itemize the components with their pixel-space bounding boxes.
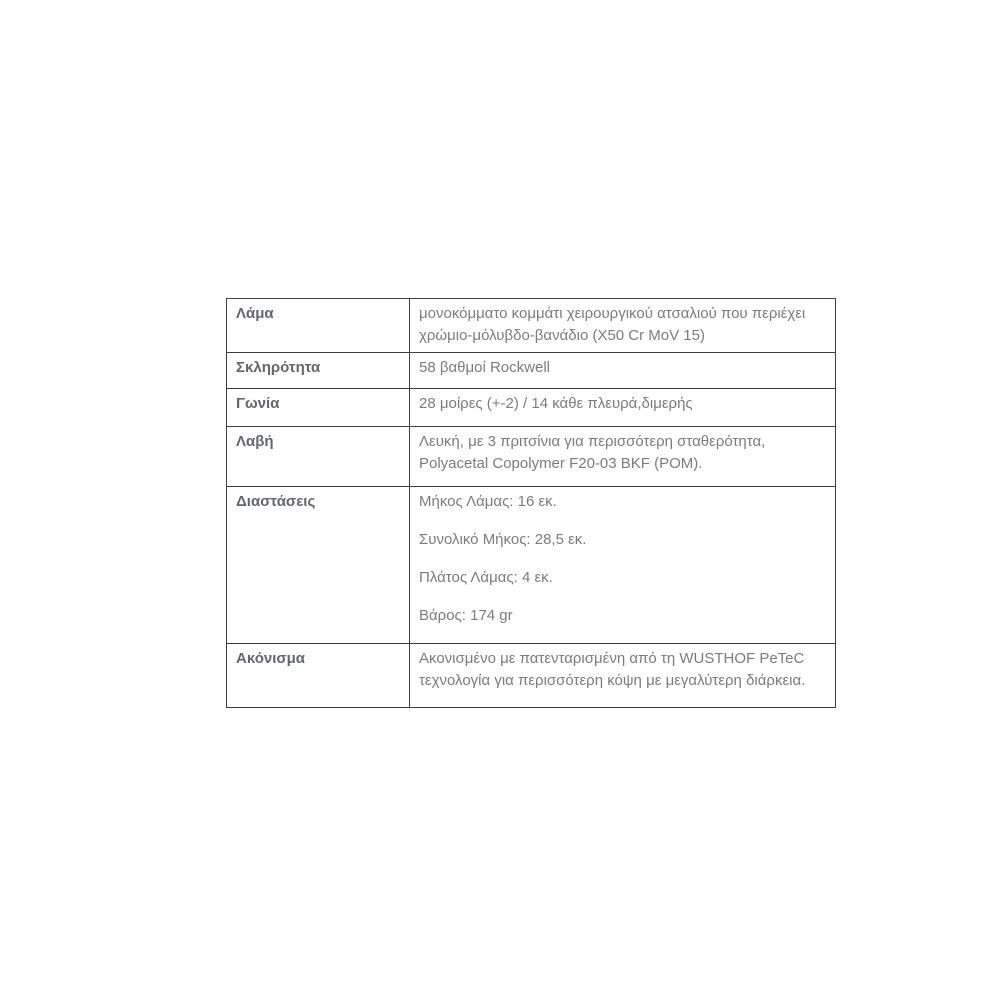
spec-label: Διαστάσεις [227, 487, 410, 644]
spec-value-line: τεχνολογία για περισσότερη κόψη με μεγαλύτερη διάρκεια. [419, 672, 806, 689]
spec-value-line: 58 βαθμοί Rockwell [419, 359, 550, 376]
spec-value-line: Ακονισμένο με πατενταρισμένη από τη WUSTHOF PeTeC [419, 650, 805, 667]
spec-row-hardness [227, 353, 836, 389]
product-specifications-table [226, 298, 836, 708]
spec-row-dimensions [227, 487, 836, 644]
spec-label: Λαβή [227, 427, 410, 487]
spec-value [410, 353, 836, 389]
spec-value-line: Συνολικό Μήκος: 28,5 εκ. [419, 531, 587, 548]
spec-value [410, 487, 836, 644]
spec-value [410, 389, 836, 427]
spec-label: Γωνία [227, 389, 410, 427]
spec-value [410, 427, 836, 487]
spec-row-blade [227, 299, 836, 353]
spec-value-line: Λευκή, με 3 πριτσίνια για περισσότερη σταθερότητα, [419, 433, 766, 450]
spec-value [410, 299, 836, 353]
spec-label: Σκληρότητα [227, 353, 410, 389]
spec-value [410, 644, 836, 708]
spec-row-sharpening [227, 644, 836, 708]
spec-value-line: Πλάτος Λάμας: 4 εκ. [419, 569, 553, 586]
spec-value-line: Polyacetal Copolymer F20-03 BKF (POM). [419, 455, 703, 472]
spec-value-line: μονοκόμματο κομμάτι χειρουργικού ατσαλιού που περιέχει [419, 305, 806, 322]
spec-value-line: Μήκος Λάμας: 16 εκ. [419, 493, 557, 510]
spec-row-handle [227, 427, 836, 487]
spec-value-line: 28 μοίρες (+-2) / 14 κάθε πλευρά,διμερής [419, 395, 693, 412]
spec-table [226, 298, 836, 708]
spec-label: Λάμα [227, 299, 410, 353]
spec-label: Ακόνισμα [227, 644, 410, 708]
spec-value-line: Βάρος: 174 gr [419, 607, 513, 624]
spec-value-line: χρώμιο-μόλυβδο-βανάδιο (X50 Cr MoV 15) [419, 327, 705, 344]
spec-row-angle [227, 389, 836, 427]
